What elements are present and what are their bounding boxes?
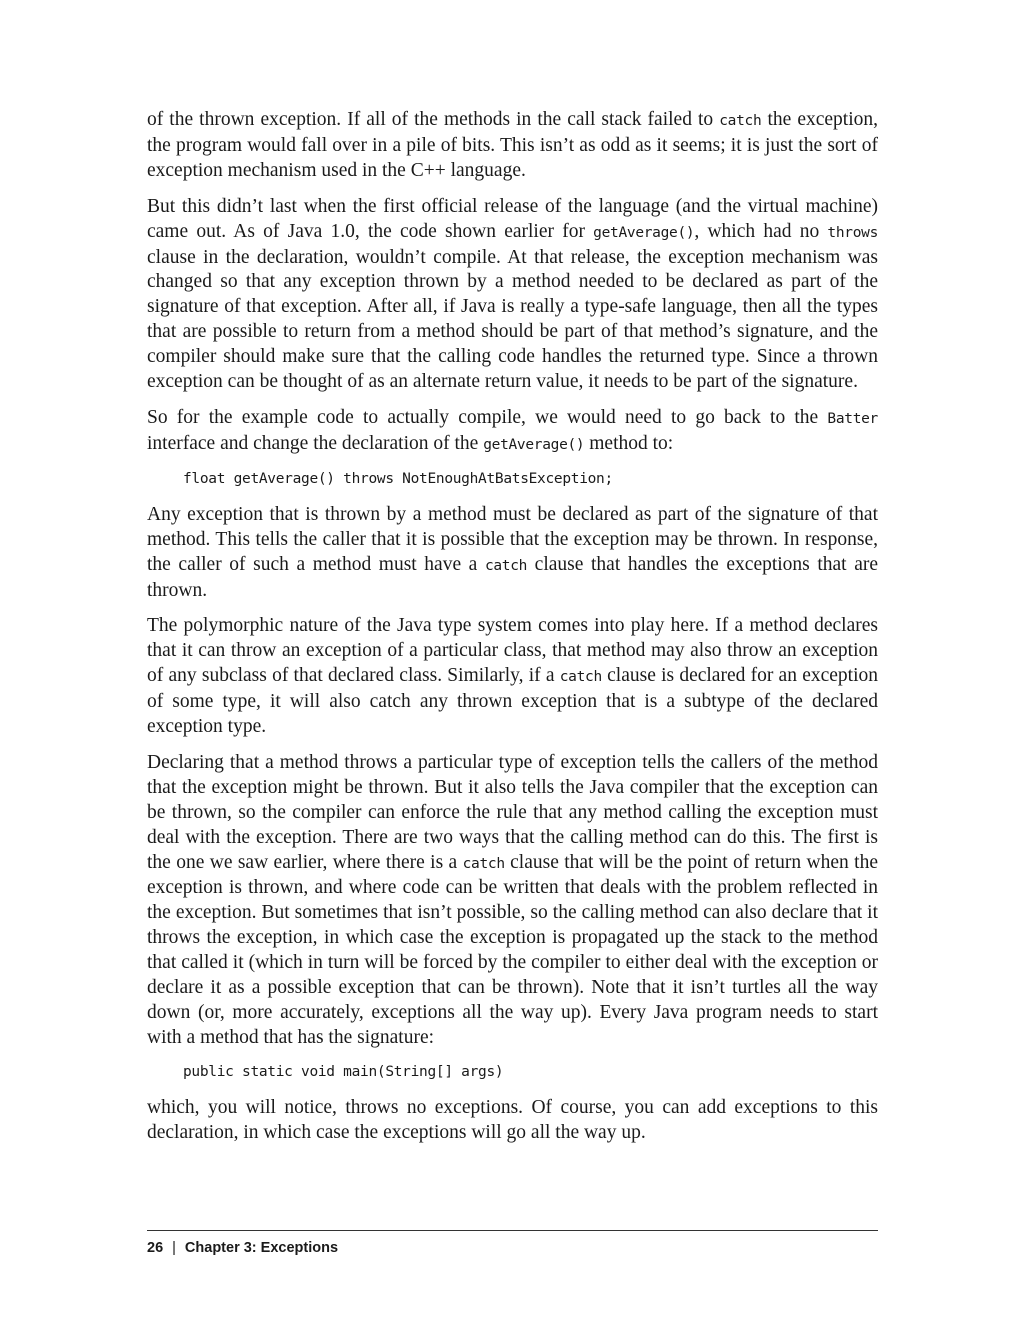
footer-separator: | (172, 1240, 176, 1256)
code-block: public static void main(String[] args) (183, 1063, 504, 1080)
text-run: clause in the declaration, wouldn’t compile. At that release, the exception mechanism was changed so that any exception thrown by a method needed to be declared as part of the signature of that exception. After all, if Java is really a type-safe language, then all the types that are possible to return from a method should be part of that method’s signature, and the compiler should make sure that the calling code handles the returned type. Since a thrown exception can be thought of as an alternate return value, it needs to be part of the signature. (147, 246, 878, 393)
inline-code: Batter (827, 410, 878, 427)
code-block: float getAverage() throws NotEnoughAtBatsException; (183, 470, 613, 487)
paragraph (147, 406, 878, 458)
text-run: clause is declared for an exception of some type, it will also catch any thrown exception that is a subtype of the declared exception type. (147, 665, 878, 738)
text-run: Any exception that is thrown by a method must be declared as part of the signature of that method. This tells the caller that it is possible that the exception may be thrown. In response, the caller of such a method must have a (147, 503, 878, 575)
inline-code: catch (559, 669, 602, 686)
text-run: method to: (584, 432, 674, 454)
inline-code: catch (484, 557, 528, 574)
inline-code: throws (827, 224, 879, 241)
page-body (147, 108, 878, 1157)
paragraph (147, 503, 878, 604)
page-number: 26 (147, 1240, 164, 1256)
paragraph (147, 108, 878, 184)
text-run: interface and change the declaration of the (147, 432, 484, 454)
paragraph (147, 614, 878, 740)
page-footer (147, 1230, 878, 1256)
text-run: So for the example code to actually compile, we would need to go back to the (147, 406, 828, 428)
paragraph (147, 195, 878, 395)
inline-code: catch (462, 855, 505, 872)
inline-code: catch (719, 113, 762, 129)
inline-code: getAverage() (593, 224, 695, 241)
text-run: the exception, the program would fall over in a pile of bits. This isn’t as odd as it seems; it is just the sort of exception mechanism used in the C++ language. (147, 109, 879, 181)
inline-code: getAverage() (483, 436, 585, 453)
text-run: clause that will be the point of return when the exception is thrown, and where code can be written that deals with the problem reflected in the exception. But sometimes that isn’t possible, so the calling method can also declare that it throws the exception, in which case the exception is propagated up the stack to the method that called it (which in turn will be forced by the compiler to either deal with the exception or declare it as a possible exception that can be thrown). Note that it isn’t turtles all the way down (or, more accurately, exceptions all the way up). Every Java program needs to start with a method that has the signature: (147, 851, 878, 1048)
paragraph: which, you will notice, throws no exceptions. Of course, you can add exceptions to this declaration, in which case the exceptions will go all the way up. (147, 1096, 878, 1143)
text-run: But this didn’t last when the first official release of the language (and the virtual machine) came out. As of Java 1.0, the code shown earlier for (147, 195, 878, 242)
text-run: , which had no (694, 220, 828, 242)
text-run: The polymorphic nature of the Java type system comes into play here. If a method declares that it can throw an exception of a particular class, that method may also throw an exception of any subclass of that declared class. Similarly, if a (147, 615, 878, 687)
chapter-title: Chapter 3: Exceptions (184, 1240, 339, 1256)
text-run: Declaring that a method throws a particular type of exception tells the callers of the method that the exception might be thrown. But it also tells the Java compiler that the exception can be thrown, so the compiler can enforce the rule that any method calling the exception must deal with the exception. There are two ways that the calling method can do this. The first is the one we saw earlier, where there is a (147, 751, 878, 873)
paragraph (147, 751, 878, 1051)
text-run: clause that handles the exceptions that are thrown. (147, 553, 878, 601)
text-run: of the thrown exception. If all of the methods in the call stack failed to (147, 109, 720, 130)
